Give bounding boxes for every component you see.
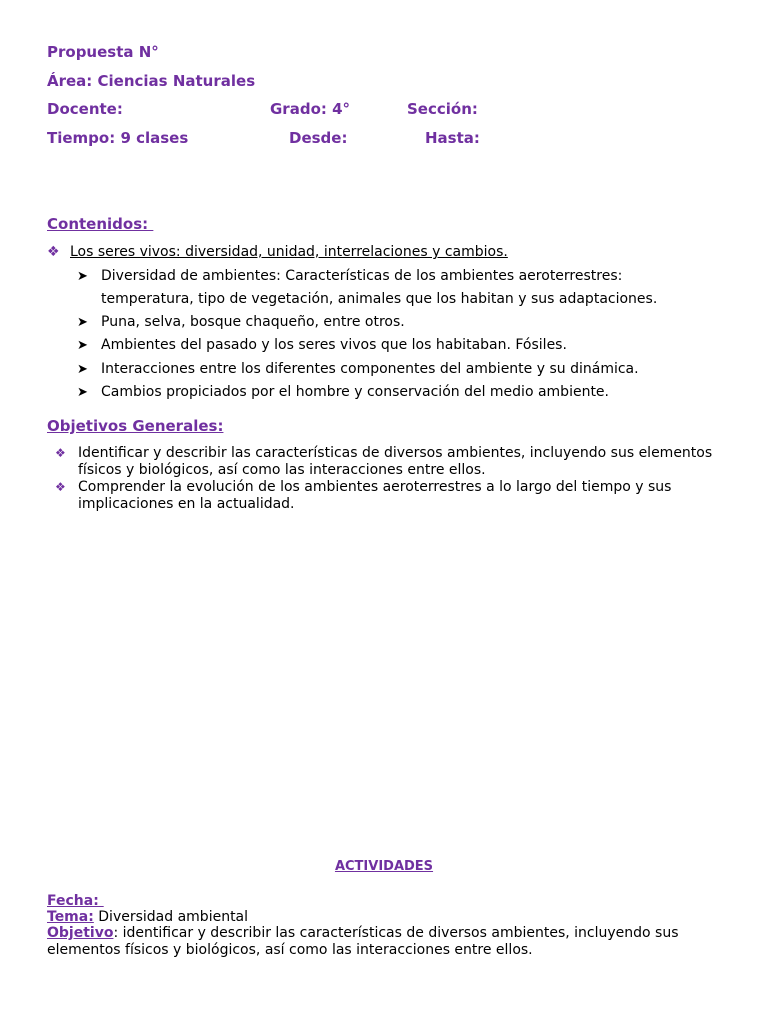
diamond-icon: ❖ xyxy=(55,480,66,494)
desde-label: Desde: xyxy=(289,129,348,147)
objetivo-line xyxy=(47,925,727,959)
area-label: Área: Ciencias Naturales xyxy=(47,72,256,90)
list-item-text: Diversidad de ambientes: Características de los ambientes aeroterrestres: temperatura, tipo de vegetación, animales que los habitan y sus adaptaciones. xyxy=(101,268,658,307)
list-item xyxy=(77,265,717,311)
objetivos-title: Objetivos Generales: xyxy=(47,417,224,435)
objetivo-label: Objetivo xyxy=(47,925,114,941)
list-item xyxy=(55,445,735,479)
fecha-line xyxy=(47,893,727,910)
contenidos-title: Contenidos: xyxy=(47,215,154,233)
contenidos-main-item xyxy=(47,244,508,260)
fecha-label: Fecha: xyxy=(47,893,104,909)
tema-line xyxy=(47,909,727,926)
hasta-label: Hasta: xyxy=(425,129,480,147)
objetivo-value: : identificar y describir las características de diversos ambientes, incluyendo sus elementos físicos y biológicos, así como las interacciones entre ellos. xyxy=(47,925,679,958)
tiempo-label: Tiempo: 9 clases xyxy=(47,129,189,147)
arrowhead-icon: ➤ xyxy=(77,315,88,330)
seccion-label: Sección: xyxy=(407,100,478,118)
arrowhead-icon: ➤ xyxy=(77,338,88,353)
arrowhead-icon: ➤ xyxy=(77,385,88,400)
list-item xyxy=(77,358,717,381)
grado-label: Grado: 4° xyxy=(270,100,351,118)
list-item xyxy=(77,334,717,357)
tema-value: Diversidad ambiental xyxy=(93,909,249,925)
list-item xyxy=(77,311,717,334)
list-item-text: Identificar y describir las características de diversos ambientes, incluyendo sus elementos físicos y biológicos, así como las interacciones entre ellos. xyxy=(78,445,713,478)
list-item-text: Comprender la evolución de los ambientes aeroterrestres a lo largo del tiempo y sus implicaciones en la actualidad. xyxy=(78,479,672,512)
list-item-text: Ambientes del pasado y los seres vivos que los habitaban. Fósiles. xyxy=(101,337,567,353)
propuesta-label: Propuesta N° xyxy=(47,43,159,61)
list-item-text: Puna, selva, bosque chaqueño, entre otros. xyxy=(101,314,405,330)
tema-label: Tema: xyxy=(47,909,94,925)
actividades-title: ACTIVIDADES xyxy=(334,859,434,874)
list-item xyxy=(77,381,717,404)
arrowhead-icon: ➤ xyxy=(77,362,88,377)
docente-label: Docente: xyxy=(47,100,123,118)
contenidos-main-text: Los seres vivos: diversidad, unidad, interrelaciones y cambios. xyxy=(70,244,508,260)
list-item xyxy=(55,479,735,513)
diamond-icon: ❖ xyxy=(55,446,66,460)
diamond-icon: ❖ xyxy=(47,244,60,260)
list-item-text: Cambios propiciados por el hombre y conservación del medio ambiente. xyxy=(101,384,609,400)
arrowhead-icon: ➤ xyxy=(77,269,88,284)
list-item-text: Interacciones entre los diferentes componentes del ambiente y su dinámica. xyxy=(101,361,639,377)
